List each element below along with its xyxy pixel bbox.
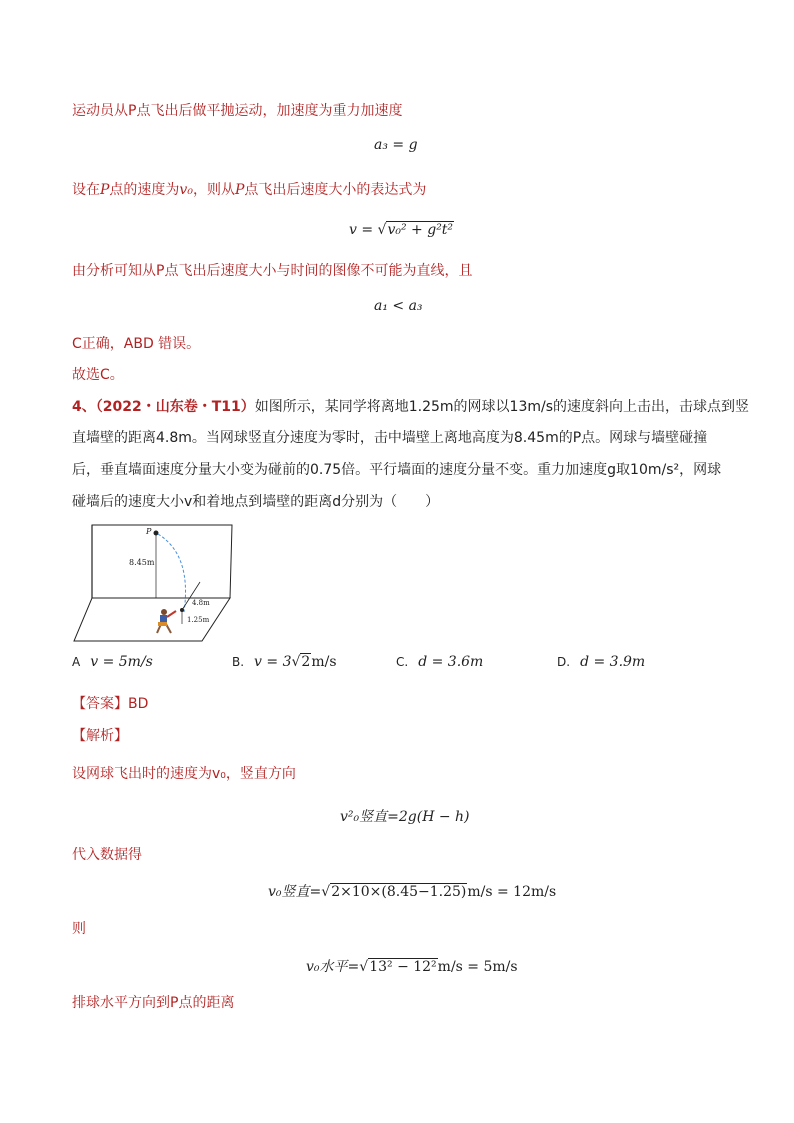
player-icon [157, 609, 176, 633]
analysis-heading: 【解析】 [72, 728, 128, 744]
hit-point-marker [180, 608, 184, 612]
option-b-expr-post: m/s [311, 654, 337, 670]
figure-label-48: 4.8m [192, 599, 210, 607]
equation-a1-lt-a3: a₁ < a₃ [374, 298, 423, 314]
tennis-wall-figure [72, 520, 242, 645]
option-d-expr: d = 3.9m [580, 654, 646, 670]
option-a-expr: v = 5m/s [90, 654, 153, 670]
figure-label-125: 1.25m [187, 616, 210, 624]
equation-a3: a₃ = g [374, 137, 418, 153]
answer-line: 【答案】BD [72, 696, 149, 712]
equation-velocity-left: v = [349, 222, 378, 238]
solution-line-2: 代入数据得 [72, 847, 142, 863]
equation-vertical-value: v₀竖直=√2×10×(8.45−1.25)m/s = 12m/s [268, 884, 557, 900]
paragraph-2-part-b: 点的速度为 [109, 182, 180, 198]
option-b-label: B. [232, 655, 245, 669]
figure-label-p: P [146, 527, 152, 536]
question-line-3: 后，垂直墙面速度分量大小变为碰前的0.75倍。平行墙面的速度分量不变。重力加速度g取10m/s²，网球 [72, 462, 722, 478]
v0-symbol: v₀ [179, 182, 193, 198]
point-p-2: P [234, 182, 245, 198]
paragraph-5: 故选C。 [72, 367, 124, 383]
option-c-expr: d = 3.6m [418, 654, 484, 670]
solution-line-1: 设网球飞出时的速度为v₀，竖直方向 [72, 766, 296, 782]
solution-line-4: 排球水平方向到P点的距离 [72, 995, 235, 1011]
paragraph-1: 运动员从P点飞出后做平抛运动，加速度为重力加速度 [72, 103, 403, 119]
paragraph-2-part-a: 设在 [72, 182, 100, 198]
question-line-2: 直墙壁的距离4.8m。当网球竖直分速度为零时，击中墙壁上离地高度为8.45m的P点。网球与墙壁碰撞 [72, 430, 708, 446]
question-line-1 [72, 397, 749, 417]
option-d [557, 654, 645, 670]
question-text-1: 如图所示，某同学将离地1.25m的网球以13m/s的速度斜向上击出，击球点到竖 [254, 399, 750, 415]
equation-horizontal-value: v₀水平=√13² − 12²m/s = 5m/s [306, 959, 518, 975]
paragraph-2 [72, 180, 426, 200]
question-line-4: 碰墙后的速度大小v和着地点到墙壁的距离d分别为（ ） [72, 494, 440, 510]
option-c-label: C. [396, 655, 409, 669]
option-b-radicand: 2 [301, 654, 311, 670]
option-b: B. v = 3√2m/s [232, 654, 337, 670]
paragraph-3: 由分析可知从P点飞出后速度大小与时间的图像不可能为直线，且 [72, 263, 473, 279]
option-b-expr-pre: v = 3 [254, 654, 292, 670]
equation-horizontal-value-right: m/s = 5m/s [437, 959, 518, 975]
option-a [72, 654, 153, 670]
ball-trajectory [158, 534, 186, 612]
equation-vertical-value-radicand: 2×10×(8.45−1.25) [331, 884, 467, 900]
equation-vertical: v²₀竖直=2g(H − h) [340, 809, 470, 825]
equation-vertical-value-right: m/s = 12m/s [467, 884, 557, 900]
solution-line-3: 则 [72, 921, 86, 937]
equation-velocity-radicand: v₀² + g²t² [387, 222, 454, 238]
equation-vertical-value-left: v₀竖直= [268, 884, 322, 900]
paragraph-2-part-d: 点飞出后速度大小的表达式为 [244, 182, 427, 198]
point-p: P [100, 182, 110, 198]
paragraph-2-part-c: ，则从 [192, 182, 235, 198]
equation-velocity: v = √v₀² + g²t² [349, 222, 454, 238]
figure-label-845: 8.45m [129, 558, 155, 567]
question-source: 4、（2022・山东卷・T11） [72, 399, 255, 415]
option-a-label: A [72, 655, 81, 669]
option-c [396, 654, 483, 670]
equation-horizontal-value-left: v₀水平= [306, 959, 360, 975]
option-d-label: D. [557, 655, 571, 669]
point-p-marker [154, 531, 159, 536]
wall-outline [92, 525, 232, 598]
paragraph-4: C正确，ABD 错误。 [72, 336, 201, 352]
equation-horizontal-value-radicand: 13² − 12² [369, 959, 437, 975]
